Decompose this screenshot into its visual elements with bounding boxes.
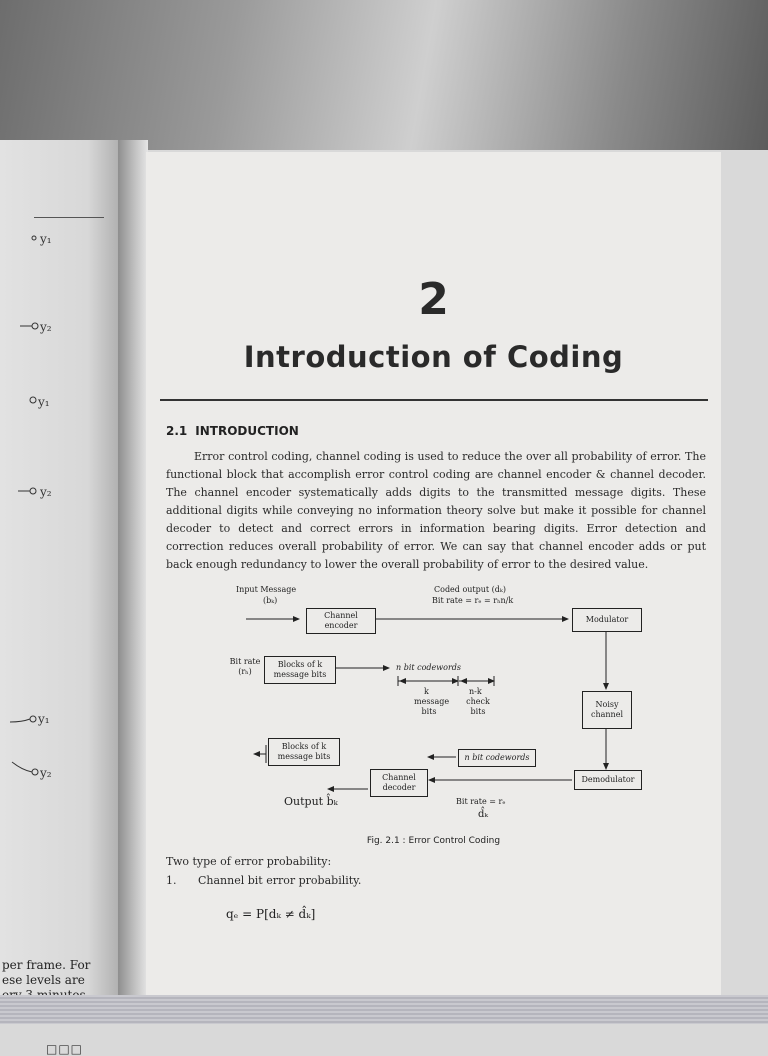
signal-label: y₁ — [40, 232, 52, 246]
left-page — [0, 140, 125, 1056]
chapter-number: 2 — [418, 274, 449, 325]
section-heading — [166, 424, 307, 438]
blocks-top-box: Blocks of k message bits — [264, 656, 336, 684]
error-probability-formula: qₑ = P[dₖ ≠ d̂ₖ] — [226, 907, 316, 921]
input-symbol-label: (bₖ) — [263, 596, 278, 605]
modulator-box: Modulator — [572, 608, 642, 632]
list-item — [166, 874, 361, 887]
message-bits-label: message bits — [414, 697, 450, 716]
check-bits-label: check bits — [466, 697, 490, 716]
background-shadow — [0, 0, 768, 150]
coded-output-label: Coded output (dₖ) — [434, 585, 506, 594]
input-message-label: Input Message — [236, 585, 297, 594]
channel-encoder-box: Channel encoder — [306, 608, 376, 634]
n-bit-codewords-bottom-box: n bit codewords — [458, 749, 536, 767]
intro-paragraph: Error control coding, channel coding is used to reduce the over all probability of error. The functional block that accomplish error control coding are channel encoder & channel decoder. The channel encoder systematically adds digits to the transmitted message digits. These additional digits while conveying no information theory solve but make it possible for channel decoder to detect and correct errors in information bearing digits. Error detection and correction reduces overall probability of error. We can say that channel encoder adds or put back enough redundancy to lower the overall probability of error to the desired value. — [166, 450, 706, 571]
list-item-text: Channel bit error probability. — [198, 874, 362, 887]
list-item-number: 1. — [166, 874, 177, 887]
error-control-diagram — [166, 577, 706, 847]
scan-bottom-edge — [0, 995, 768, 1024]
n-bit-codewords-top-label: n bit codewords — [396, 663, 461, 672]
k-label: k — [424, 687, 429, 696]
signal-label: y₂ — [40, 485, 52, 499]
signal-label: y₁ — [38, 712, 50, 726]
book-gutter — [118, 140, 148, 995]
signal-label: y₂ — [40, 766, 52, 780]
noisy-channel-box: Noisy channel — [582, 691, 632, 729]
title-rule — [160, 399, 708, 401]
signal-label: y₁ — [38, 395, 50, 409]
signal-label: y₂ — [40, 320, 52, 334]
error-probability-intro: Two type of error probability: — [166, 855, 332, 868]
bit-rate-top-label: Bit rate = rₑ = rₕn/k — [432, 596, 514, 605]
left-page-wires — [0, 140, 125, 995]
blocks-bottom-box: Blocks of k message bits — [268, 738, 340, 766]
end-mark: □□□ — [46, 1042, 84, 1056]
bit-rate-left-label: Bit rate (rₕ) — [229, 657, 261, 676]
d-hat-label: d̂ₖ — [478, 809, 489, 820]
section-title: INTRODUCTION — [195, 424, 299, 438]
chapter-title: Introduction of Coding — [243, 340, 624, 374]
note-line: per frame. For — [2, 958, 91, 972]
nk-label: n-k — [469, 687, 482, 696]
output-label: Output b̂ₖ — [284, 795, 338, 808]
section-number: 2.1 — [166, 424, 188, 438]
right-page — [146, 152, 721, 995]
channel-decoder-box: Channel decoder — [370, 769, 428, 797]
note-line: ese levels are — [2, 973, 85, 987]
demodulator-box: Demodulator — [574, 770, 642, 790]
bit-rate-bottom-label: Bit rate = rₑ — [456, 797, 506, 806]
figure-caption: Fig. 2.1 : Error Control Coding — [366, 836, 501, 846]
